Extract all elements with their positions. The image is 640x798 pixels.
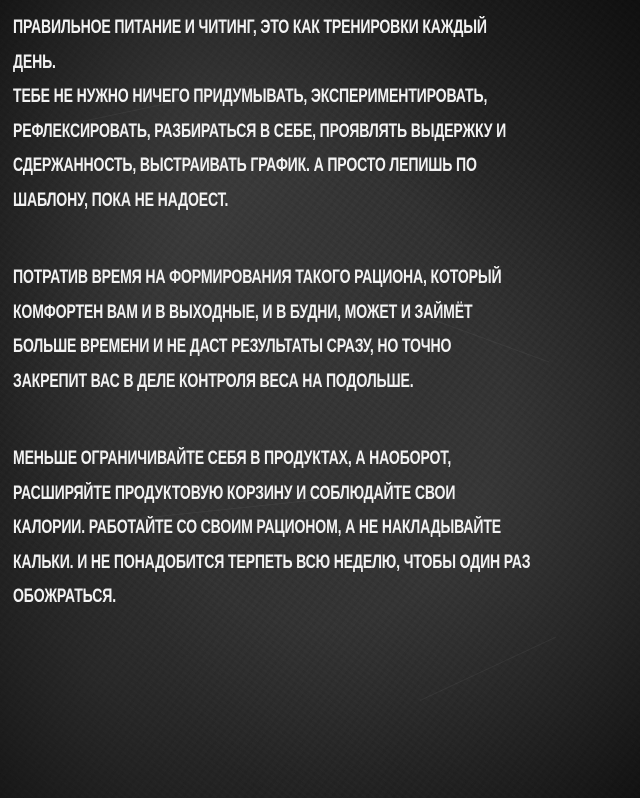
text-line: КОМФОРТЕН ВАМ И В ВЫХОДНЫЕ, И В БУДНИ, МОЖЕТ И ЗАЙМЁТ <box>13 301 473 323</box>
text-line: ШАБЛОНУ, ПОКА НЕ НАДОЕСТ. <box>13 189 229 211</box>
text-poster <box>13 11 613 658</box>
text-line: МЕНЬШЕ ОГРАНИЧИВАЙТЕ СЕБЯ В ПРОДУКТАХ, А НАОБОРОТ, <box>13 448 452 469</box>
paragraph-2 <box>13 261 613 399</box>
text-line: ДЕНЬ. <box>13 51 56 73</box>
text-line: ТЕБЕ НЕ НУЖНО НИЧЕГО ПРИДУМЫВАТЬ, ЭКСПЕРИМЕНТИРОВАТЬ, <box>13 86 488 107</box>
paragraph-1 <box>13 11 613 218</box>
text-line: ЗАКРЕПИТ ВАС В ДЕЛЕ КОНТРОЛЯ ВЕСА НА ПОДОЛЬШЕ. <box>13 370 414 392</box>
text-line: СДЕРЖАННОСТЬ, ВЫСТРАИВАТЬ ГРАФИК. А ПРОСТО ЛЕПИШЬ ПО <box>13 155 477 176</box>
text-line: РАСШИРЯЙТЕ ПРОДУКТОВУЮ КОРЗИНУ И СОБЛЮДАЙТЕ СВОИ <box>13 482 456 504</box>
text-line: РЕФЛЕКСИРОВАТЬ, РАЗБИРАТЬСЯ В СЕБЕ, ПРОЯВЛЯТЬ ВЫДЕРЖКУ И <box>13 120 507 142</box>
text-line: ПОТРАТИВ ВРЕМЯ НА ФОРМИРОВАНИЯ ТАКОГО РАЦИОНА, КОТОРЫЙ <box>13 267 502 288</box>
text-line: ПРАВИЛЬНОЕ ПИТАНИЕ И ЧИТИНГ, ЭТО КАК ТРЕНИРОВКИ КАЖДЫЙ <box>13 17 487 38</box>
text-line: КАЛОРИИ. РАБОТАЙТЕ СО СВОИМ РАЦИОНОМ, А НЕ НАКЛАДЫВАЙТЕ <box>13 517 502 538</box>
text-line: БОЛЬШЕ ВРЕМЕНИ И НЕ ДАСТ РЕЗУЛЬТАТЫ СРАЗУ, НО ТОЧНО <box>13 336 452 357</box>
text-line: КАЛЬКИ. И НЕ ПОНАДОБИТСЯ ТЕРПЕТЬ ВСЮ НЕДЕЛЮ, ЧТОБЫ ОДИН РАЗ <box>13 551 531 573</box>
paragraph-3 <box>13 442 613 615</box>
text-line: ОБОЖРАТЬСЯ. <box>13 586 116 607</box>
